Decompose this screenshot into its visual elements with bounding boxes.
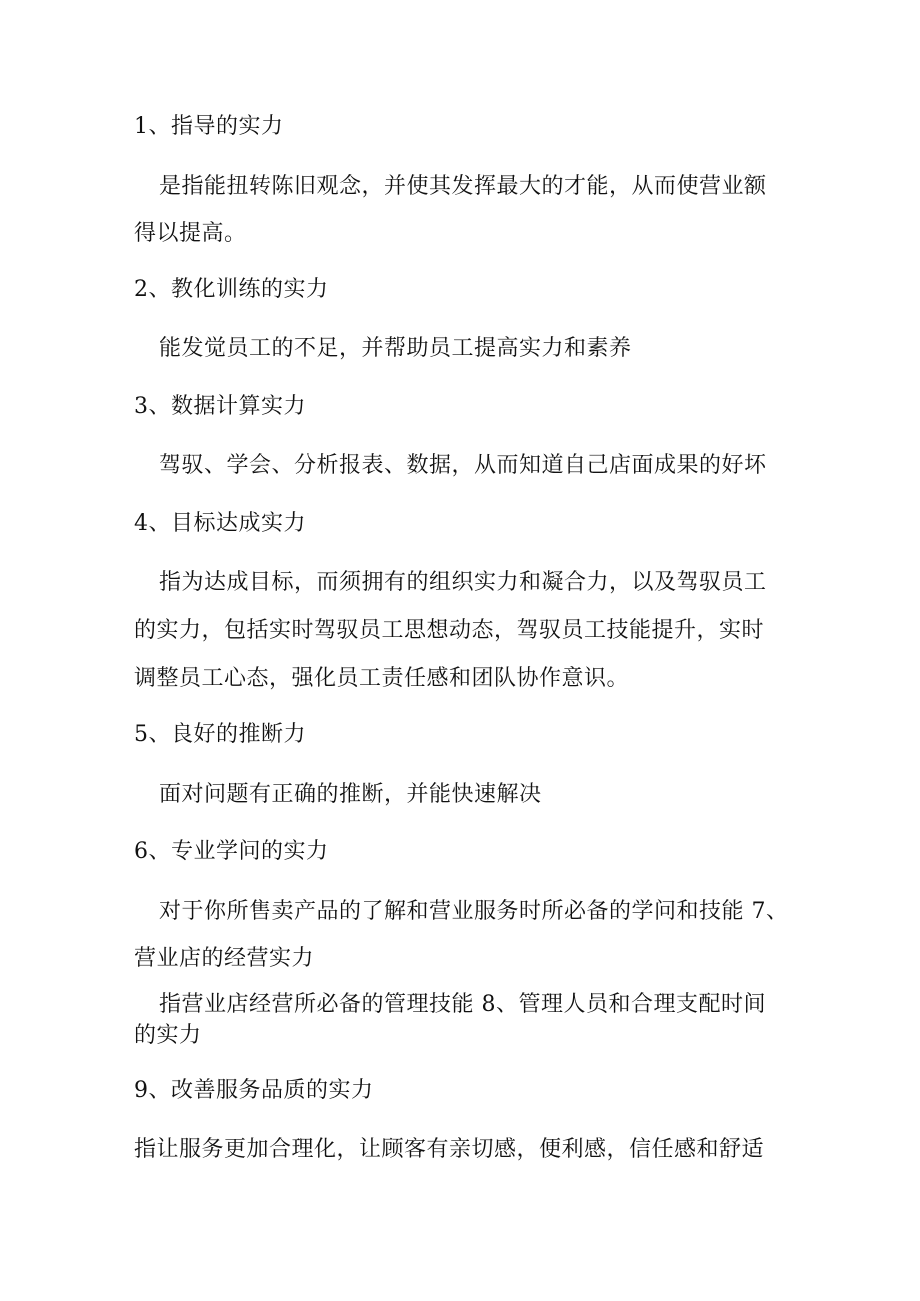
- paragraph-line: 调整员工心态，强化员工责任感和团队协作意识。: [134, 666, 630, 691]
- heading-2: 2、教化训练的实力: [134, 277, 329, 302]
- paragraph-line: 对于你所售卖产品的了解和营业服务时所必备的学问和技能 7、: [159, 899, 789, 924]
- paragraph-line: 指为达成目标，而须拥有的组织实力和凝合力，以及驾驭员工: [159, 570, 767, 595]
- heading-3: 3、数据计算实力: [134, 394, 306, 419]
- paragraph-line: 指让服务更加合理化，让顾客有亲切感，便利感，信任感和舒适: [134, 1137, 765, 1162]
- paragraph-line: 面对问题有正确的推断，并能快速解决: [159, 782, 542, 807]
- heading-6: 6、专业学问的实力: [134, 839, 329, 864]
- paragraph-line: 是指能扭转陈旧观念，并使其发挥最大的才能，从而使营业额: [159, 174, 767, 199]
- heading-9: 9、改善服务品质的实力: [134, 1078, 374, 1103]
- paragraph-line: 得以提高。: [134, 221, 247, 246]
- paragraph-line: 驾驭、学会、分析报表、数据，从而知道自己店面成果的好坏: [159, 453, 767, 478]
- paragraph-line: 的实力: [134, 1023, 202, 1048]
- paragraph-line: 能发觉员工的不足，并帮助员工提高实力和素养: [159, 336, 632, 361]
- heading-1: 1、指导的实力: [134, 114, 284, 139]
- heading-7: 营业店的经营实力: [134, 946, 315, 971]
- paragraph-line: 指营业店经营所必备的管理技能 8、管理人员和合理支配时间: [159, 992, 766, 1017]
- paragraph-line: 的实力，包括实时驾驭员工思想动态，驾驭员工技能提升，实时: [134, 618, 765, 643]
- heading-4: 4、目标达成实力: [134, 511, 306, 536]
- heading-5: 5、良好的推断力: [134, 722, 306, 747]
